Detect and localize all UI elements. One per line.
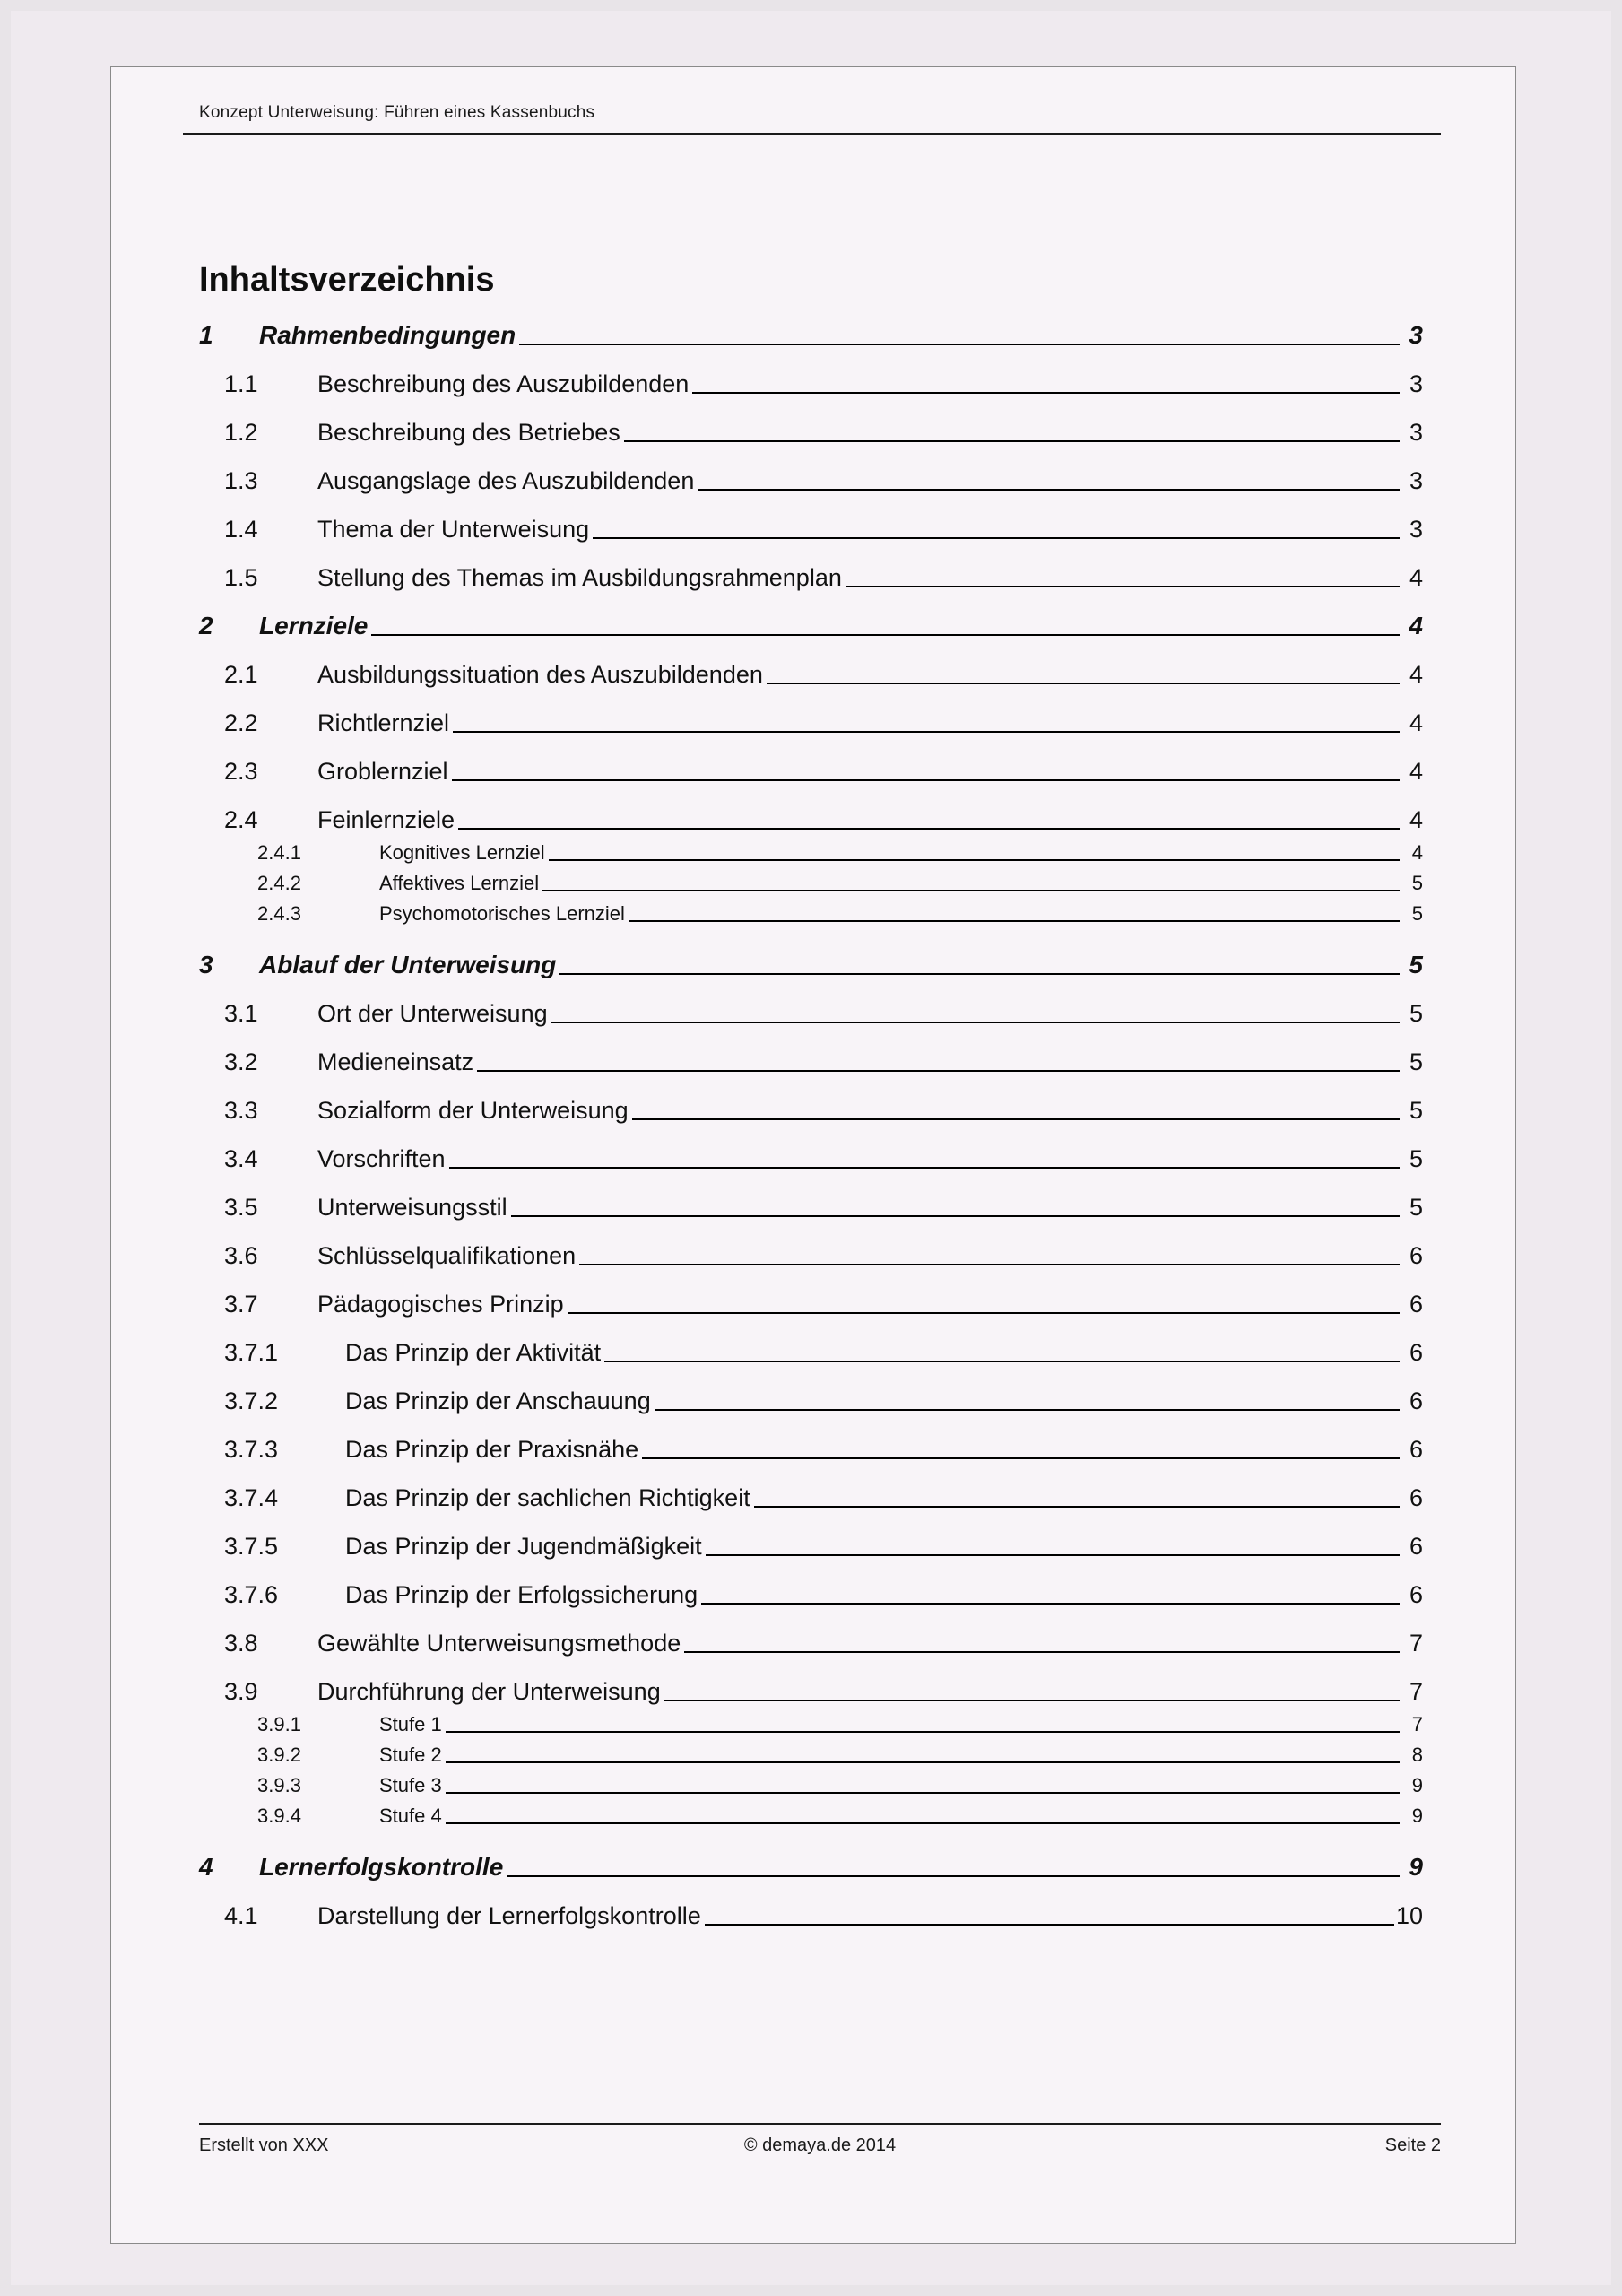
toc-entry [199, 563, 1423, 592]
toc-entry-page: 5 [1411, 872, 1423, 894]
toc-entry-page: 6 [1409, 1291, 1423, 1318]
toc-leader-line [542, 890, 1400, 891]
toc-entry-page: 4 [1409, 806, 1423, 833]
toc-entry [199, 1774, 1423, 1797]
toc-entry-number: 3.7.1 [224, 1339, 279, 1366]
toc-entry-number: 3.7.3 [224, 1436, 279, 1463]
header-rule [183, 133, 1441, 135]
toc-entry-label: Ort der Unterweisung [317, 1000, 548, 1027]
toc-entry-page: 5 [1409, 1194, 1423, 1221]
toc-entry-number: 3.2 [224, 1048, 258, 1075]
toc-entry-page: 9 [1411, 1805, 1423, 1827]
toc-entry-page: 6 [1409, 1242, 1423, 1269]
toc-leader-line [684, 1651, 1400, 1653]
toc-entry [199, 1338, 1423, 1367]
toc-leader-line [846, 586, 1400, 587]
toc-entry-number: 2.3 [224, 758, 258, 785]
toc-entry [199, 1096, 1423, 1125]
toc-entry-page: 5 [1409, 1048, 1423, 1075]
toc-entry [199, 370, 1423, 398]
toc-entry-number: 3.7.5 [224, 1533, 279, 1560]
toc-leader-line [705, 1924, 1394, 1926]
toc-title: Inhaltsverzeichnis [199, 261, 495, 299]
toc-leader-line [706, 1554, 1400, 1556]
header-title: Konzept Unterweisung: Führen eines Kassenbuchs [199, 103, 595, 122]
toc-entry [199, 1580, 1423, 1609]
toc-entry-page: 5 [1409, 951, 1423, 978]
toc-entry [199, 841, 1423, 865]
toc-entry-page: 4 [1409, 612, 1423, 639]
toc-entry [199, 1483, 1423, 1512]
toc-entry-page: 4 [1409, 661, 1423, 688]
toc-entry-label: Unterweisungsstil [317, 1194, 507, 1221]
toc-entry-label: Lernerfolgskontrolle [259, 1853, 504, 1881]
toc-entry-number: 3.9.1 [257, 1713, 301, 1735]
toc-entry-label: Stufe 4 [379, 1805, 442, 1827]
toc-entry-number: 2.4.2 [257, 872, 301, 894]
toc-entry [199, 1241, 1423, 1270]
toc-list [199, 321, 1441, 1930]
toc-leader-line [692, 392, 1400, 394]
toc-entry-label: Das Prinzip der sachlichen Richtigkeit [345, 1484, 750, 1511]
toc-leader-line [579, 1264, 1400, 1265]
toc-entry-label: Pädagogisches Prinzip [317, 1291, 564, 1318]
toc-entry-number: 3 [199, 951, 213, 978]
toc-entry-label: Beschreibung des Auszubildenden [317, 370, 690, 397]
toc-entry-number: 3.6 [224, 1242, 258, 1269]
toc-entry [199, 902, 1423, 926]
toc-entry [199, 805, 1423, 834]
toc-entry-label: Durchführung der Unterweisung [317, 1678, 661, 1705]
toc-entry-page: 5 [1411, 902, 1423, 925]
toc-entry-number: 2.1 [224, 661, 258, 688]
toc-entry-number: 2.2 [224, 709, 258, 736]
toc-leader-line [453, 731, 1400, 733]
toc-entry-page: 5 [1409, 1000, 1423, 1027]
toc-entry-number: 2.4 [224, 806, 258, 833]
toc-entry-label: Vorschriften [317, 1145, 446, 1172]
toc-leader-line [446, 1792, 1400, 1794]
toc-entry [199, 1744, 1423, 1767]
toc-entry-number: 3.9.2 [257, 1744, 301, 1766]
toc-entry [199, 1532, 1423, 1561]
toc-entry-label: Stufe 1 [379, 1713, 442, 1735]
toc-entry-label: Das Prinzip der Erfolgssicherung [345, 1581, 698, 1608]
toc-entry-page: 3 [1409, 321, 1423, 349]
document-page [110, 66, 1516, 2244]
toc-leader-line [767, 683, 1400, 684]
toc-entry-number: 1.5 [224, 564, 258, 591]
toc-entry-label: Rahmenbedingungen [259, 321, 516, 349]
toc-entry-page: 3 [1409, 516, 1423, 543]
toc-entry-number: 3.9.3 [257, 1774, 301, 1796]
toc-entry-number: 1.2 [224, 419, 258, 446]
footer-author: Erstellt von XXX [199, 2135, 329, 2155]
toc-entry-number: 4.1 [224, 1902, 258, 1929]
toc-leader-line [446, 1761, 1400, 1763]
toc-leader-line [754, 1506, 1400, 1508]
toc-leader-line [452, 779, 1400, 781]
page-footer [199, 2123, 1441, 2156]
toc-entry-page: 6 [1409, 1387, 1423, 1414]
toc-entry-number: 3.4 [224, 1145, 258, 1172]
toc-entry [199, 660, 1423, 689]
toc-leader-line [593, 537, 1400, 539]
toc-leader-line [664, 1700, 1400, 1701]
toc-entry [199, 1193, 1423, 1222]
toc-entry-number: 3.7.2 [224, 1387, 279, 1414]
toc-leader-line [604, 1361, 1400, 1362]
toc-entry-number: 3.7 [224, 1291, 258, 1318]
toc-entry-label: Beschreibung des Betriebes [317, 419, 620, 446]
toc-leader-line [549, 859, 1400, 861]
toc-entry [199, 321, 1423, 350]
toc-leader-line [371, 634, 1400, 636]
toc-entry-page: 6 [1409, 1436, 1423, 1463]
toc-leader-line [511, 1215, 1400, 1217]
toc-entry-number: 2.4.3 [257, 902, 301, 925]
toc-entry-label: Das Prinzip der Praxisnähe [345, 1436, 639, 1463]
toc-entry-page: 10 [1395, 1902, 1423, 1929]
toc-entry-label: Ausbildungssituation des Auszubildenden [317, 661, 763, 688]
toc-entry-label: Stufe 2 [379, 1744, 442, 1766]
toc-entry [199, 951, 1423, 979]
toc-entry [199, 1713, 1423, 1736]
toc-leader-line [449, 1167, 1400, 1169]
toc-entry [199, 1387, 1423, 1415]
toc-entry-number: 2.4.1 [257, 841, 301, 864]
toc-entry [199, 757, 1423, 786]
page-header [199, 67, 1441, 135]
toc-entry-number: 2 [199, 612, 213, 639]
toc-entry-page: 9 [1409, 1853, 1423, 1881]
toc-leader-line [519, 344, 1400, 345]
toc-entry [199, 1290, 1423, 1318]
toc-entry-number: 1.1 [224, 370, 258, 397]
toc-leader-line [446, 1731, 1400, 1733]
toc-entry-label: Lernziele [259, 612, 369, 639]
footer-rule [199, 2123, 1441, 2125]
page-content [111, 67, 1515, 1930]
toc-entry-page: 6 [1409, 1339, 1423, 1366]
toc-entry [199, 515, 1423, 544]
toc-entry-label: Das Prinzip der Anschauung [345, 1387, 651, 1414]
toc-entry-number: 3.9.4 [257, 1805, 301, 1827]
toc-entry-page: 4 [1409, 758, 1423, 785]
toc-entry-page: 6 [1409, 1533, 1423, 1560]
toc-entry-label: Affektives Lernziel [379, 872, 540, 894]
toc-entry [199, 872, 1423, 895]
toc-entry [199, 709, 1423, 737]
toc-entry-number: 3.7.6 [224, 1581, 279, 1608]
toc-entry-label: Gewählte Unterweisungsmethode [317, 1630, 681, 1657]
toc-entry-page: 8 [1411, 1744, 1423, 1766]
toc-leader-line [632, 1118, 1400, 1120]
toc-entry-page: 5 [1409, 1097, 1423, 1124]
toc-entry-page: 6 [1409, 1484, 1423, 1511]
toc-entry [199, 612, 1423, 640]
toc-entry-label: Stellung des Themas im Ausbildungsrahmenplan [317, 564, 842, 591]
toc-entry-number: 3.3 [224, 1097, 258, 1124]
toc-entry-label: Kognitives Lernziel [379, 841, 545, 864]
toc-entry-page: 3 [1409, 370, 1423, 397]
toc-entry [199, 1901, 1423, 1930]
toc-entry-label: Das Prinzip der Aktivität [345, 1339, 602, 1366]
toc-entry [199, 418, 1423, 447]
toc-entry-number: 3.7.4 [224, 1484, 279, 1511]
toc-entry-label: Darstellung der Lernerfolgskontrolle [317, 1902, 701, 1929]
toc-leader-line [551, 1022, 1400, 1023]
toc-entry-page: 7 [1411, 1713, 1423, 1735]
toc-leader-line [477, 1070, 1400, 1072]
footer-copyright: © demaya.de 2014 [743, 2135, 897, 2155]
toc-leader-line [701, 1603, 1400, 1605]
toc-leader-line [624, 440, 1400, 442]
toc-entry [199, 466, 1423, 495]
toc-entry [199, 1629, 1423, 1657]
footer-page-number: Seite 2 [1384, 2135, 1442, 2155]
toc-entry-number: 1.3 [224, 467, 258, 494]
toc-entry [199, 1677, 1423, 1706]
toc-entry-number: 4 [199, 1853, 213, 1881]
toc-entry-label: Ausgangslage des Auszubildenden [317, 467, 695, 494]
toc-entry-label: Medieneinsatz [317, 1048, 474, 1075]
toc-entry-number: 3.8 [224, 1630, 258, 1657]
toc-entry-label: Sozialform der Unterweisung [317, 1097, 629, 1124]
toc-entry-label: Groblernziel [317, 758, 448, 785]
toc-entry-label: Thema der Unterweisung [317, 516, 590, 543]
toc-entry-page: 4 [1409, 564, 1423, 591]
toc-entry-page: 3 [1409, 419, 1423, 446]
toc-leader-line [446, 1822, 1400, 1824]
toc-entry-page: 3 [1409, 467, 1423, 494]
toc-entry [199, 1853, 1423, 1882]
toc-entry-number: 3.5 [224, 1194, 258, 1221]
toc-entry-label: Psychomotorisches Lernziel [379, 902, 625, 925]
footer-row [199, 2135, 1441, 2156]
toc-entry-number: 3.9 [224, 1678, 258, 1705]
toc-entry-number: 1.4 [224, 516, 258, 543]
toc-entry-label: Ablauf der Unterweisung [259, 951, 557, 978]
toc-leader-line [507, 1875, 1400, 1877]
toc-entry-page: 9 [1411, 1774, 1423, 1796]
toc-entry-label: Das Prinzip der Jugendmäßigkeit [345, 1533, 702, 1560]
toc-leader-line [698, 489, 1400, 491]
toc-leader-line [642, 1457, 1400, 1459]
toc-entry [199, 1144, 1423, 1173]
toc-entry [199, 999, 1423, 1028]
toc-entry-number: 3.1 [224, 1000, 258, 1027]
toc-entry-number: 1 [199, 321, 213, 349]
toc-leader-line [559, 973, 1400, 975]
toc-entry [199, 1048, 1423, 1076]
toc-entry-label: Richtlernziel [317, 709, 450, 736]
toc-leader-line [629, 920, 1400, 922]
toc-leader-line [655, 1409, 1400, 1411]
toc-entry [199, 1435, 1423, 1464]
toc-entry-page: 4 [1409, 709, 1423, 736]
toc-entry-page: 6 [1409, 1581, 1423, 1608]
toc-leader-line [568, 1312, 1400, 1314]
toc-entry-page: 7 [1409, 1678, 1423, 1705]
toc-entry-label: Stufe 3 [379, 1774, 442, 1796]
toc-entry-page: 5 [1409, 1145, 1423, 1172]
toc-leader-line [458, 828, 1400, 830]
toc-entry-page: 7 [1409, 1630, 1423, 1657]
toc-entry-label: Feinlernziele [317, 806, 455, 833]
toc-entry [199, 1805, 1423, 1828]
toc-entry-page: 4 [1411, 841, 1423, 864]
toc-entry-label: Schlüsselqualifikationen [317, 1242, 577, 1269]
